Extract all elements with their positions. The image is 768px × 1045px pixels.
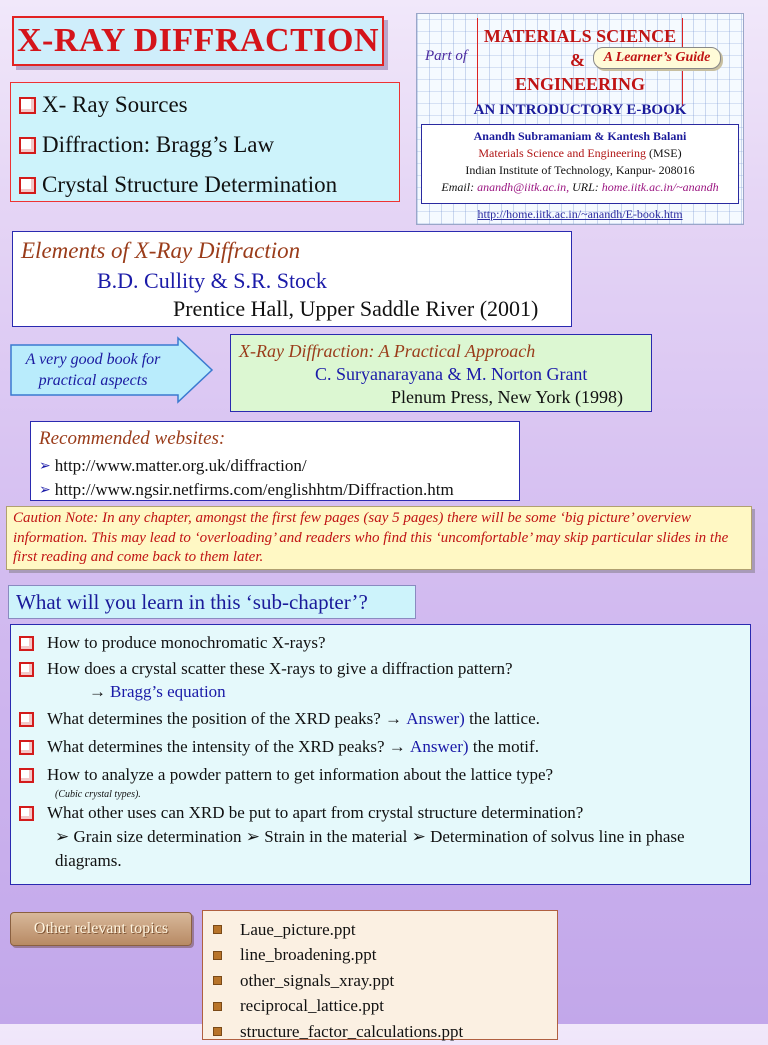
arrow-callout-text [10, 344, 176, 396]
email-label: Email: [441, 180, 475, 194]
topic-label: X- Ray Sources [42, 92, 188, 117]
topic-item [19, 85, 391, 125]
square-bullet-icon [213, 951, 222, 960]
learn-sub-answer [19, 681, 742, 703]
logo-part-of: Part of [425, 48, 468, 64]
callout-line-1: A very good book for [25, 351, 161, 368]
learn-item [19, 631, 742, 655]
file-item[interactable] [211, 968, 549, 994]
website-link[interactable]: http://www.matter.org.uk/diffraction/ [54, 456, 307, 475]
learn-item-text: How does a crystal scatter these X-rays to give a diffraction pattern? [47, 659, 513, 678]
learn-item-detail: ➢ Grain size determination ➢ Strain in the material ➢ Determination of solvus line in phase diagrams. [55, 827, 685, 870]
url-label: URL: [572, 180, 599, 194]
file-item[interactable] [211, 917, 549, 943]
checkbox-bullet-icon [19, 636, 34, 651]
topic-item [19, 165, 391, 205]
arrow-bullet-icon: ➢ [39, 482, 51, 498]
websites-title: Recommended websites: [39, 428, 226, 449]
logo-ampersand: & [570, 50, 585, 70]
learn-item-text: How to analyze a powder pattern to get information about the lattice type? [47, 765, 554, 784]
learners-guide-badge: A Learner’s Guide [593, 47, 721, 69]
learn-item [19, 707, 742, 731]
file-name: other_signals_xray.ppt [240, 970, 395, 990]
book-publisher: Plenum Press, New York (1998) [391, 387, 624, 407]
recommended-websites [30, 421, 520, 501]
logo-department-abbr: (MSE) [648, 146, 682, 160]
checkbox-bullet-icon [19, 137, 36, 154]
learn-item [19, 657, 742, 681]
checkbox-bullet-icon [19, 768, 34, 783]
learn-item [19, 763, 742, 787]
book-publisher: Prentice Hall, Upper Saddle River (2001) [173, 296, 539, 321]
answer-link[interactable]: Answer) [410, 737, 469, 756]
checkbox-bullet-icon [19, 662, 34, 677]
topics-list [10, 82, 400, 202]
logo-line-engineering: ENGINEERING [514, 74, 646, 94]
website-item [39, 454, 511, 478]
logo-institute: Indian Institute of Technology, Kanpur- 208016 [465, 163, 695, 177]
checkbox-bullet-icon [19, 740, 34, 755]
learn-list [10, 624, 751, 885]
book-authors: B.D. Cullity & S.R. Stock [97, 268, 327, 293]
learn-item-answer: the lattice. [469, 709, 540, 728]
learn-section-title: What will you learn in this ‘sub-chapter’? [8, 585, 416, 619]
topic-label: Diffraction: Bragg’s Law [42, 132, 275, 157]
file-name: structure_factor_calculations.ppt [240, 1021, 464, 1041]
file-name: Laue_picture.ppt [240, 919, 356, 939]
page-title: X-RAY DIFFRACTION [16, 22, 380, 59]
book-title: X-Ray Diffraction: A Practical Approach [239, 341, 536, 361]
file-name: line_broadening.ppt [240, 945, 377, 965]
logo-authors-box [421, 124, 739, 204]
topic-item [19, 125, 391, 165]
book-reference-suryanarayana [230, 334, 652, 412]
square-bullet-icon [213, 1002, 222, 1011]
learn-item-text: How to produce monochromatic X-rays? [47, 633, 326, 652]
arrow-bullet-icon: ➢ [39, 458, 51, 474]
website-item [39, 478, 511, 502]
file-item[interactable] [211, 994, 549, 1020]
learn-item-answer: the motif. [472, 737, 539, 756]
other-relevant-topics-button[interactable]: Other relevant topics [10, 912, 192, 946]
learn-item-text: What determines the position of the XRD peaks? → [47, 709, 403, 728]
logo-line-materials-science: MATERIALS SCIENCE [483, 26, 677, 46]
file-item[interactable] [211, 943, 549, 969]
book-authors: C. Suryanarayana & M. Norton Grant [315, 364, 588, 384]
book-reference-cullity [12, 231, 572, 327]
checkbox-bullet-icon [19, 97, 36, 114]
ebook-url-link[interactable]: http://home.iitk.ac.in/~anandh/E-book.htm [477, 207, 683, 221]
caution-note: Caution Note: In any chapter, amongst the first few pages (say 5 pages) there will be some ‘big picture’ overview information. This may lead to ‘overloading’ and readers who find this ‘uncomfortable’ may skip particular slides in the first reading and come back to them later. [6, 506, 752, 570]
logo-intro: AN INTRODUCTORY E-BOOK [473, 102, 687, 118]
logo-department [422, 145, 738, 162]
square-bullet-icon [213, 1027, 222, 1036]
square-bullet-icon [213, 976, 222, 985]
square-bullet-icon [213, 925, 222, 934]
file-name: reciprocal_lattice.ppt [240, 996, 384, 1016]
related-files-list [202, 910, 558, 1040]
email-link[interactable]: anandh@iitk.ac.in, [477, 180, 570, 194]
title-box [12, 16, 384, 66]
file-item[interactable] [211, 1019, 549, 1045]
logo-department-name: Materials Science and Engineering [478, 146, 646, 160]
learn-item-note: (Cubic crystal types). [55, 788, 141, 800]
ebook-logo-panel [416, 13, 744, 225]
learn-item-text: What other uses can XRD be put to apart from crystal structure determination? [47, 803, 584, 822]
logo-authors: Anandh Subramaniam & Kantesh Balani [473, 129, 687, 143]
arrow-right-icon: → [89, 682, 106, 701]
checkbox-bullet-icon [19, 806, 34, 821]
checkbox-bullet-icon [19, 177, 36, 194]
book-title: Elements of X-Ray Diffraction [21, 238, 301, 263]
learn-item [19, 735, 742, 759]
learn-item-text: What determines the intensity of the XRD peaks? → [47, 737, 406, 756]
logo-contact [422, 179, 738, 196]
homepage-link[interactable]: home.iitk.ac.in/~anandh [601, 180, 719, 194]
answer-link[interactable]: Answer) [406, 709, 465, 728]
website-link[interactable]: http://www.ngsir.netfirms.com/englishhtm/Diffraction.htm [54, 480, 454, 499]
checkbox-bullet-icon [19, 712, 34, 727]
braggs-equation-link[interactable]: Bragg’s equation [110, 682, 226, 701]
learn-item [19, 801, 742, 825]
topic-label: Crystal Structure Determination [42, 172, 338, 197]
callout-line-2: practical aspects [38, 372, 148, 389]
